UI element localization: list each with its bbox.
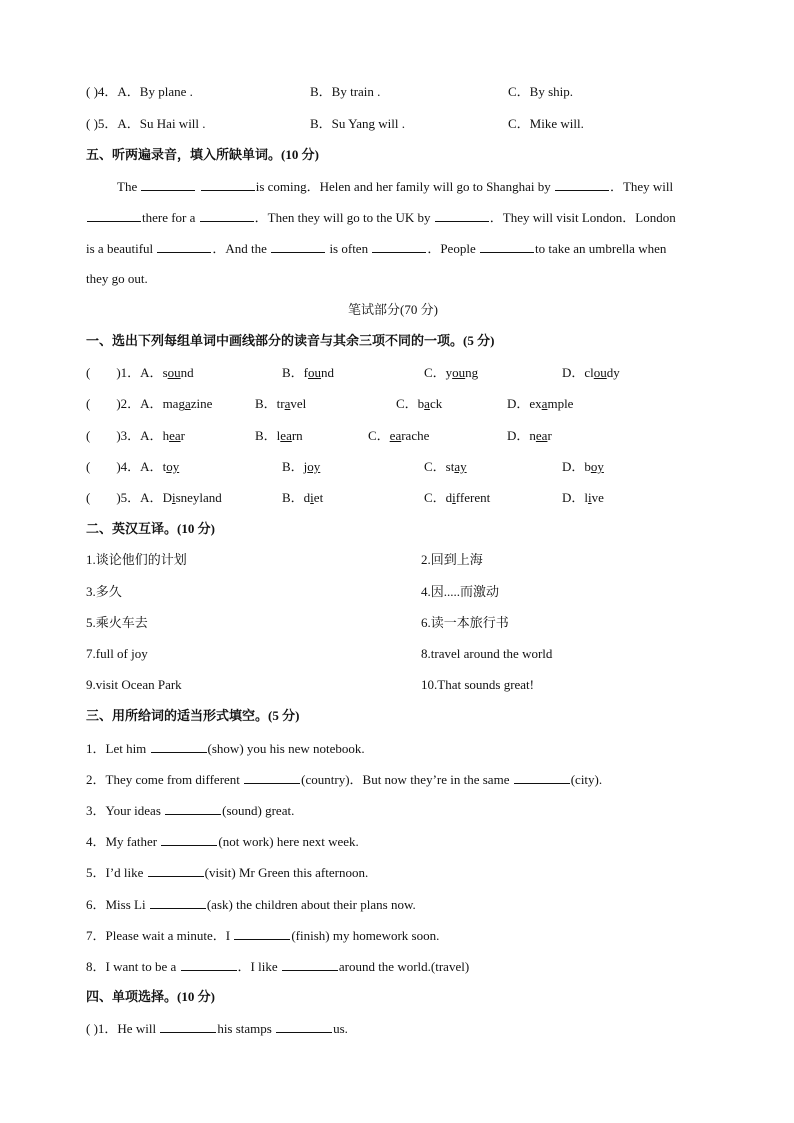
blank[interactable] (244, 771, 300, 784)
translation-item: 1.谈论他们的计划 (86, 552, 187, 567)
part2-heading: 二、英汉互译。(10 分) (86, 521, 215, 536)
answer-paren[interactable]: ( ) (86, 459, 121, 474)
blank[interactable] (480, 240, 534, 253)
listening-question-5 (86, 116, 206, 132)
translation-item: 4.因.....而激动 (421, 584, 500, 599)
option-c: C．Mike will. (508, 116, 584, 131)
part3-heading: 三、用所给词的适当形式填空。(5 分) (86, 708, 300, 723)
choice-question-1: ( )1．He will his stamps us. (86, 1021, 348, 1036)
phonics-row-4: ( )4．A．toy (86, 459, 180, 474)
translation-item: 10.That sounds great! (421, 677, 535, 692)
blank[interactable] (201, 178, 255, 191)
question-stem: 5．A．Su Hai will . (97, 116, 206, 131)
option-c: C．earache (368, 428, 430, 443)
option-c: C．young (424, 365, 479, 380)
blank[interactable] (87, 209, 141, 222)
translation-item: 3.多久 (86, 584, 122, 599)
blank[interactable] (555, 178, 609, 191)
blank[interactable] (181, 958, 237, 971)
blank[interactable] (271, 240, 325, 253)
blank[interactable] (514, 771, 570, 784)
blank[interactable] (148, 864, 204, 877)
option-c: C．stay (424, 459, 467, 474)
blank[interactable] (435, 209, 489, 222)
option-d: D．example (507, 396, 574, 411)
section5-heading: 五、听两遍录音，填入所缺单词。(10 分) (86, 147, 319, 162)
cloze-line-2: there for a ．Then they will go to the UK by ．They will visit London．London (86, 209, 676, 226)
translation-item: 2.回到上海 (421, 552, 483, 567)
answer-paren[interactable]: ( ) (86, 365, 121, 380)
answer-paren[interactable]: ( ) (86, 84, 98, 99)
answer-paren[interactable]: ( ) (86, 116, 98, 131)
option-b: B．travel (255, 396, 307, 411)
part1-heading: 一、选出下列每组单词中画线部分的读音与其余三项不同的一项。(5 分) (86, 333, 495, 348)
blank[interactable] (200, 209, 254, 222)
answer-paren[interactable]: ( ) (86, 490, 121, 505)
option-b: B．learn (255, 428, 303, 443)
phonics-row-5: ( )5．A．Disneyland (86, 490, 222, 505)
blank[interactable] (372, 240, 426, 253)
fill-sentence-8: 8．I want to be a ．I like around the world.(travel) (86, 959, 470, 974)
answer-paren[interactable]: ( ) (86, 396, 121, 411)
question-stem: 4．A．By plane . (97, 84, 193, 99)
phonics-row-1: ( )1．A．sound (86, 365, 194, 380)
option-c: C．back (396, 396, 443, 411)
fill-sentence-1: 1．Let him (show) you his new notebook. (86, 741, 365, 756)
listening-question-4 (86, 84, 193, 100)
written-part-title: 笔试部分(70 分) (348, 302, 438, 317)
blank[interactable] (150, 896, 206, 909)
answer-paren[interactable]: ( ) (86, 428, 121, 443)
blank[interactable] (282, 958, 338, 971)
blank[interactable] (165, 802, 221, 815)
option-b: B．Su Yang will . (310, 116, 405, 131)
option-b: B．By train . (310, 84, 381, 99)
translation-item: 5.乘火车去 (86, 615, 148, 630)
option-d: D．cloudy (562, 365, 620, 380)
translation-item: 7.full of joy (86, 646, 148, 661)
option-b: B．joy (282, 459, 321, 474)
option-b: B．found (282, 365, 335, 380)
part4-heading: 四、单项选择。(10 分) (86, 989, 215, 1004)
option-c: C．By ship. (508, 84, 574, 99)
fill-sentence-6: 6．Miss Li (ask) the children about their plans now. (86, 897, 416, 912)
option-d: D．live (562, 490, 604, 505)
translation-item: 6.读一本旅行书 (421, 615, 509, 630)
option-d: D．boy (562, 459, 604, 474)
answer-paren[interactable]: ( ) (86, 1021, 98, 1036)
blank[interactable] (151, 740, 207, 753)
option-d: D．near (507, 428, 552, 443)
fill-sentence-7: 7．Please wait a minute．I (finish) my homework soon. (86, 928, 440, 943)
blank[interactable] (276, 1020, 332, 1033)
blank[interactable] (157, 240, 211, 253)
cloze-line-3: is a beautiful ．And the is often ．People to take an umbrella when (86, 241, 667, 256)
option-b: B．diet (282, 490, 324, 505)
translation-item: 8.travel around the world (421, 646, 553, 661)
blank[interactable] (161, 833, 217, 846)
translation-item: 9.visit Ocean Park (86, 677, 182, 692)
fill-sentence-3: 3．Your ideas (sound) great. (86, 803, 295, 818)
blank[interactable] (234, 927, 290, 940)
fill-sentence-4: 4．My father (not work) here next week. (86, 834, 359, 849)
fill-sentence-5: 5．I’d like (visit) Mr Green this afternoon. (86, 865, 369, 880)
phonics-row-2: ( )2．A．magazine (86, 396, 213, 411)
option-c: C．different (424, 490, 491, 505)
blank[interactable] (141, 178, 195, 191)
phonics-row-3: ( )3．A．hear (86, 428, 185, 443)
blank[interactable] (160, 1020, 216, 1033)
fill-sentence-2: 2．They come from different (country)．But now they’re in the same (city). (86, 772, 603, 787)
cloze-line-1: The is coming．Helen and her family will go to Shanghai by ．They will (117, 179, 674, 194)
cloze-line-4: they go out. (86, 271, 148, 286)
